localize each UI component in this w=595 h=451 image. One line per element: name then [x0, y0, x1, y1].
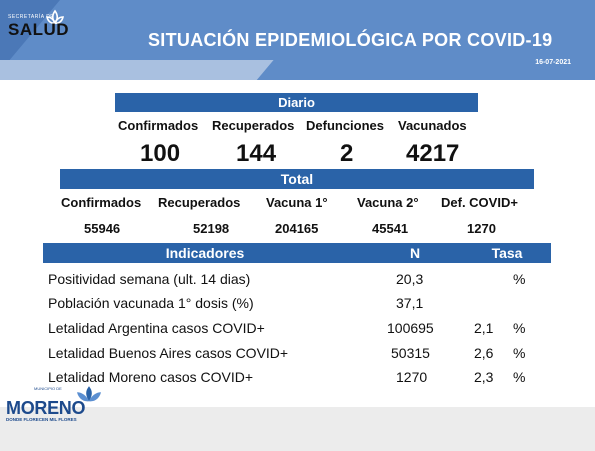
- logo-small-text: SECRETARÍA DE: [8, 14, 55, 20]
- total-label-vacuna2: Vacuna 2°: [357, 195, 419, 210]
- total-value-vacuna1: 204165: [275, 221, 319, 236]
- diario-label-vacunados: Vacunados: [398, 118, 467, 133]
- report-date: 16-07-2021: [535, 59, 571, 66]
- indicadores-title: Indicadores: [165, 245, 245, 261]
- indicador-unit-4: %: [513, 369, 526, 385]
- total-value-def: 1270: [467, 221, 496, 236]
- indicadores-band: [43, 243, 551, 263]
- total-value-confirmados: 55946: [84, 221, 121, 236]
- indicador-n-1: 37,1: [396, 295, 424, 311]
- diario-value-recuperados: 144: [236, 140, 277, 167]
- header-stripe-light: [0, 60, 274, 80]
- total-band: [60, 169, 534, 189]
- diario-label-defunciones: Defunciones: [306, 118, 385, 133]
- indicador-unit-2: %: [513, 320, 526, 336]
- total-value-recuperados: 52198: [193, 221, 230, 236]
- indicador-label-0: Positividad semana (ult. 14 dias): [48, 271, 251, 287]
- logo-big-text: SALUD: [8, 20, 70, 39]
- diario-label-confirmados: Confirmados: [118, 118, 199, 133]
- diario-value-confirmados: 100: [140, 140, 181, 167]
- indicador-n-2: 100695: [387, 320, 434, 336]
- total-label-recuperados: Recuperados: [158, 195, 241, 210]
- salud-logo: [8, 14, 70, 39]
- indicador-tasa-2: 2,1: [474, 320, 494, 336]
- diario-value-defunciones: 2: [340, 140, 354, 167]
- total-value-vacuna2: 45541: [372, 221, 409, 236]
- diario-band: [115, 93, 478, 112]
- indicador-n-0: 20,3: [396, 271, 424, 287]
- indicador-label-2: Letalidad Argentina casos COVID+: [48, 320, 265, 336]
- footer-bar: [0, 407, 595, 451]
- indicador-label-1: Población vacunada 1° dosis (%): [48, 295, 254, 311]
- indicador-n-4: 1270: [396, 369, 428, 385]
- page-title: SITUACIÓN EPIDEMIOLÓGICA POR COVID-19: [148, 30, 553, 50]
- indicador-label-4: Letalidad Moreno casos COVID+: [48, 369, 254, 385]
- moreno-small-text: MUNICIPIO DE: [34, 386, 62, 391]
- diario-label-recuperados: Recuperados: [212, 118, 295, 133]
- indicador-label-3: Letalidad Buenos Aires casos COVID+: [48, 345, 289, 361]
- diario-title: Diario: [278, 95, 315, 110]
- total-title: Total: [280, 171, 314, 187]
- indicadores-col-n: N: [409, 245, 421, 261]
- total-label-def: Def. COVID+: [441, 195, 518, 210]
- indicador-tasa-4: 2,3: [474, 369, 494, 385]
- indicador-tasa-3: 2,6: [474, 345, 494, 361]
- moreno-tagline: DONDE FLORECEN MIL FLORES: [6, 417, 77, 422]
- diario-value-vacunados: 4217: [406, 140, 460, 167]
- total-label-vacuna1: Vacuna 1°: [266, 195, 328, 210]
- indicador-n-3: 50315: [391, 345, 430, 361]
- moreno-name: MORENO: [6, 398, 86, 418]
- moreno-logo: [6, 386, 85, 422]
- total-label-confirmados: Confirmados: [61, 195, 142, 210]
- indicador-unit-0: %: [513, 271, 526, 287]
- indicador-unit-3: %: [513, 345, 526, 361]
- indicadores-col-tasa: Tasa: [491, 245, 523, 261]
- header-banner: [0, 0, 595, 80]
